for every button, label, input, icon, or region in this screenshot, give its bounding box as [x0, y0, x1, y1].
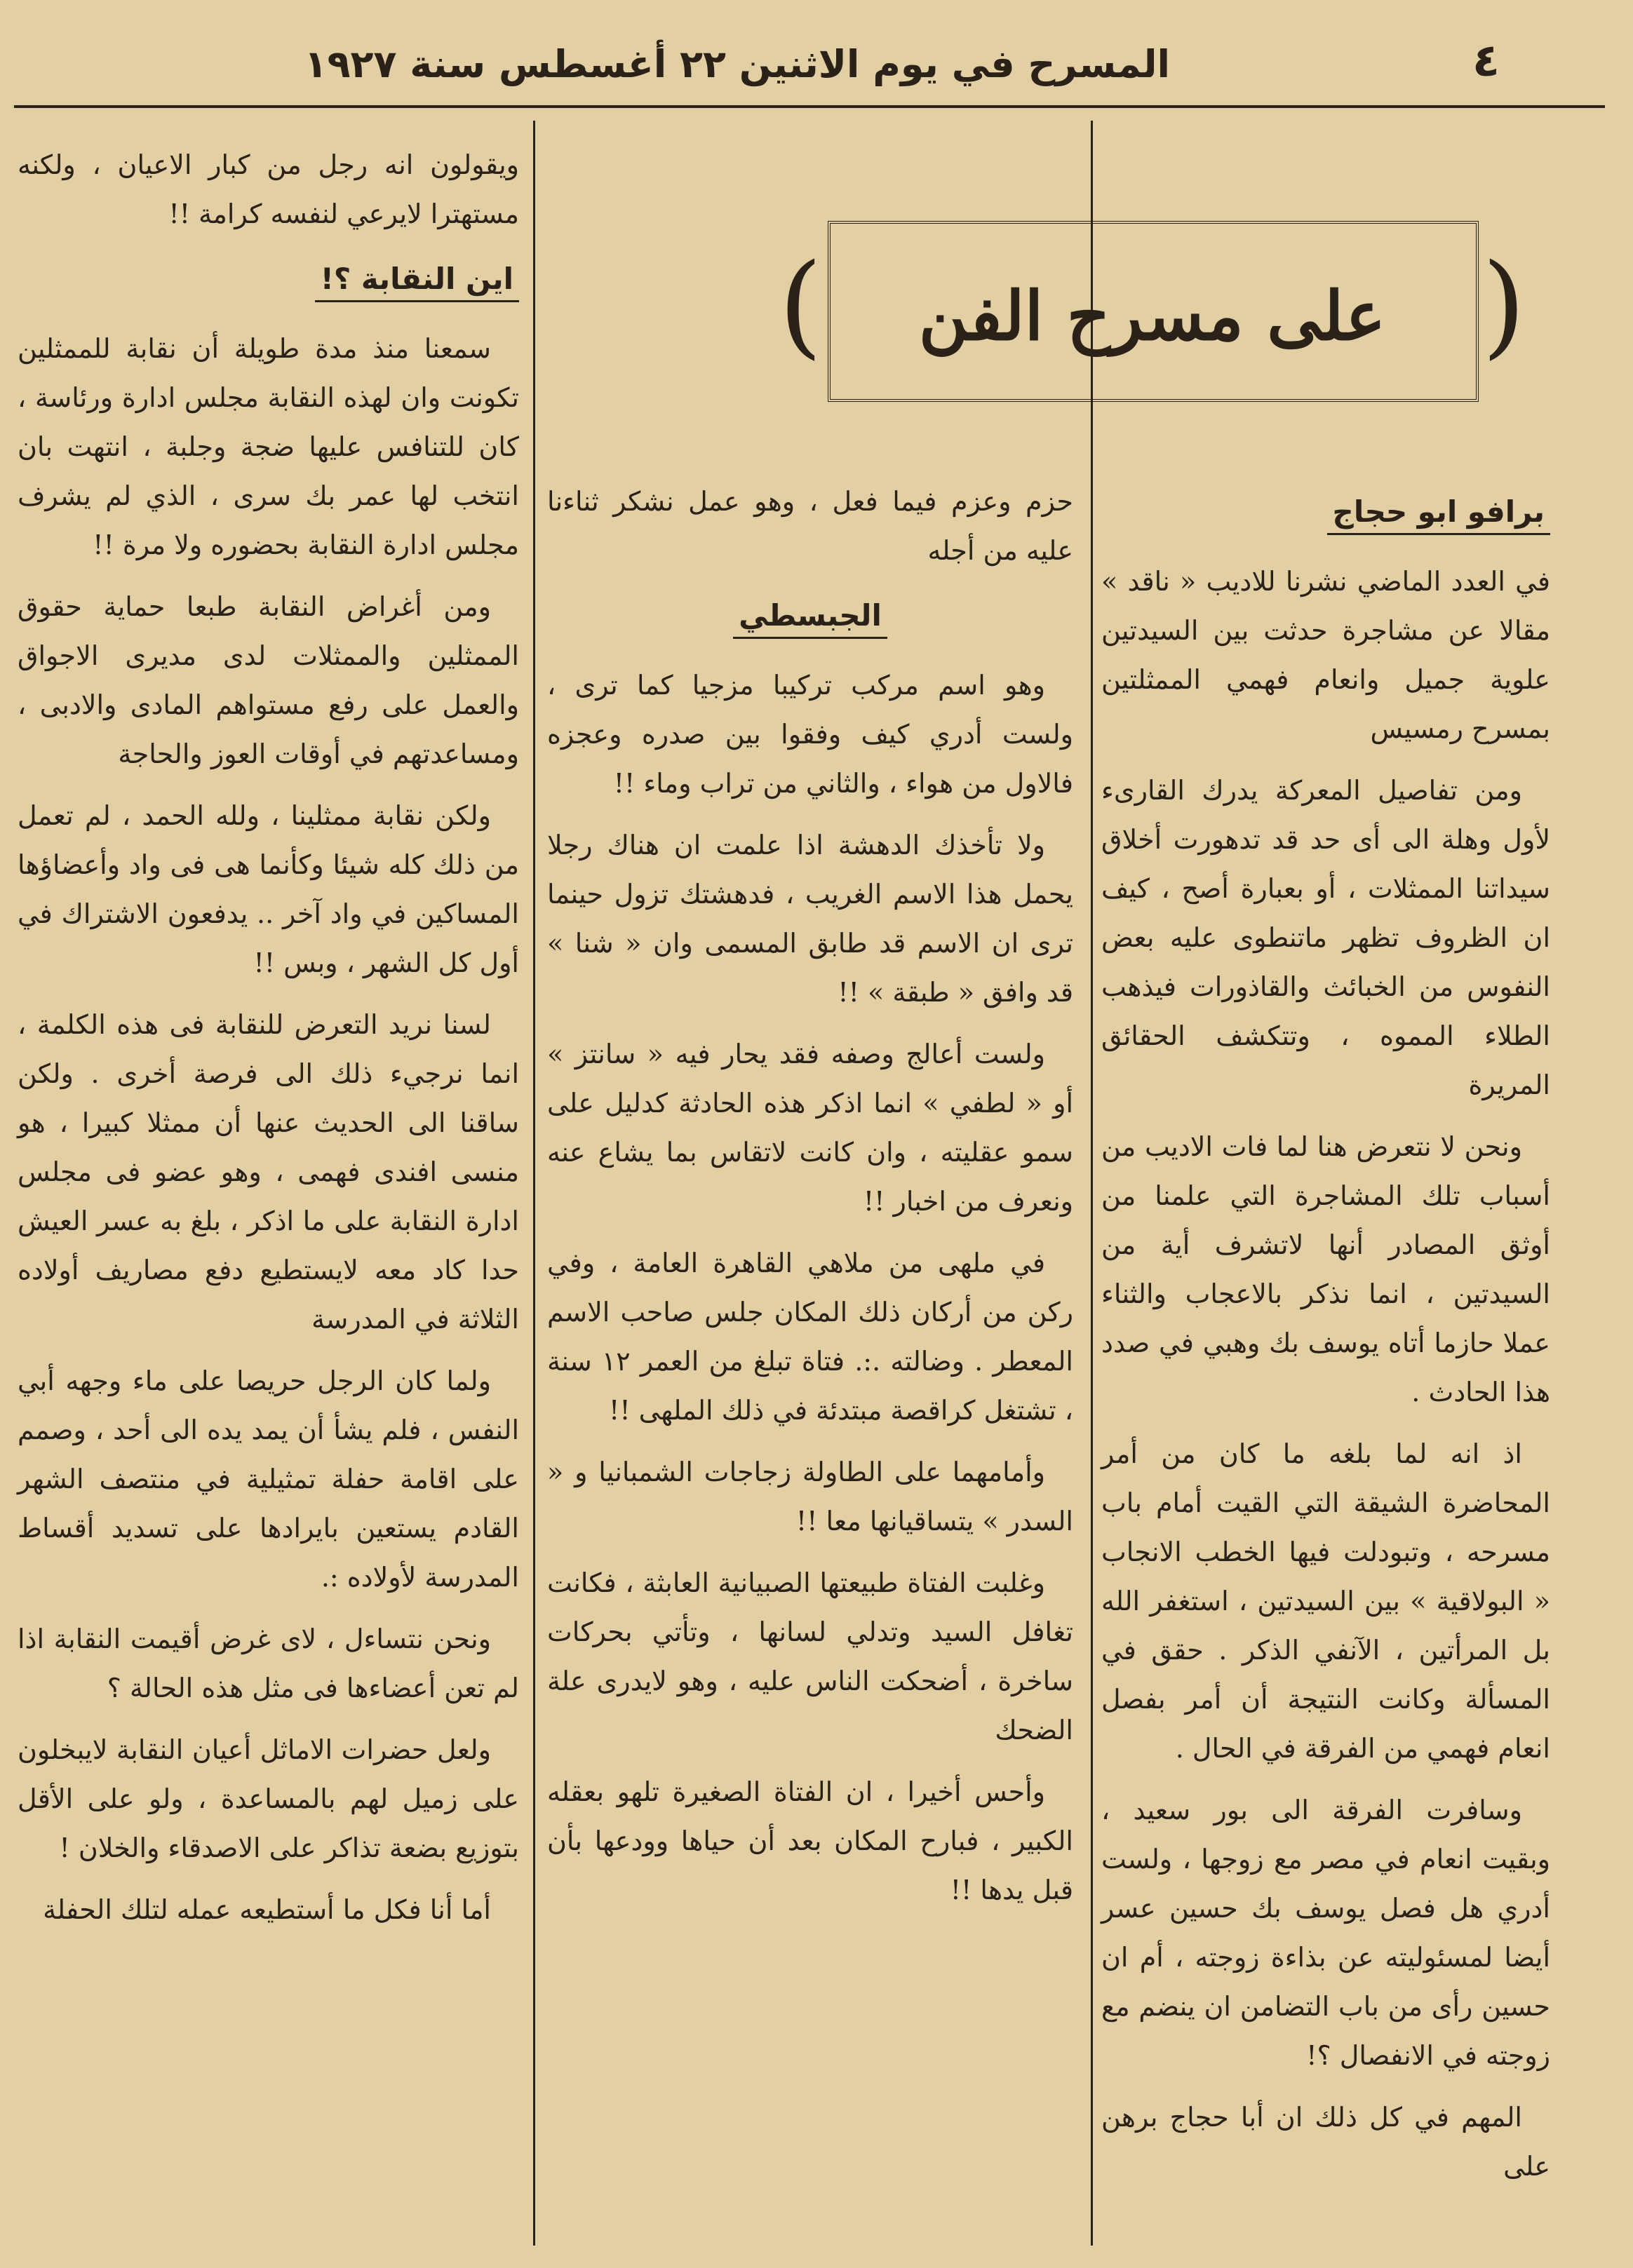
masthead-rule — [14, 105, 1605, 108]
article-paragraph: وأحس أخيرا ، ان الفتاة الصغيرة تلهو بعقله الكبير ، فبارح المكان بعد أن حياها وودعها بأن قبل يدها !! — [547, 1776, 1073, 1905]
article-paragraph: وغلبت الفتاة طبيعتها الصبيانية العابثة ، فكانت تغافل السيد وتدلي لسانها ، وتأتي بحركات ساخرة ، أضحكت الناس عليه ، وهو لايدرى علة الضحك — [547, 1567, 1073, 1746]
article-paragraph: وهو اسم مركب تركيبا مزجيا كما ترى ، ولست أدري كيف وفقوا بين صدره وعجزه فالاول من هواء ، والثاني من تراب وماء !! — [547, 670, 1073, 799]
article-paragraph: ونحن نتساءل ، لاى غرض أقيمت النقابة اذا لم تعن أعضاءها فى مثل هذه الحالة ؟ — [18, 1624, 519, 1703]
article-paragraph: ولعل حضرات الاماثل أعيان النقابة لايبخلون على زميل لهم بالمساعدة ، ولو على الأقل بتوزيع بضعة تذاكر على الاصدقاء والخلان ! — [18, 1734, 519, 1863]
column-left — [18, 140, 519, 1947]
article-paragraph: ويقولون انه رجل من كبار الاعيان ، ولكنه مستهترا لايرعي لنفسه كرامة !! — [18, 149, 519, 229]
masthead — [14, 28, 1605, 105]
article-paragraph: ولست أعالج وصفه فقد يحار فيه « سانتز » أو « لطفي » انما اذكر هذه الحادثة كدليل على سمو عقليته ، وان كانت لاتقاس بما يشاع عنه ونعرف من اخبار !! — [547, 1039, 1073, 1217]
column-left-heading-text: اين النقابة ؟! — [315, 262, 519, 302]
column-right-heading-text: برافو ابو حجاج — [1327, 494, 1550, 535]
article-paragraph: وأمامهما على الطاولة زجاجات الشمبانيا و « السدر » يتساقيانها معا !! — [547, 1457, 1073, 1537]
article-paragraph: ونحن لا نتعرض هنا لما فات الاديب من أسباب تلك المشاجرة التي علمنا من أوثق المصادر أنها لاتشرف أية من السيدتين ، انما نذكر بالاعجاب والثناء عملا حازما أتاه يوسف بك وهبي في صدد هذا الحادث . — [1101, 1131, 1550, 1408]
section-banner — [779, 207, 1526, 424]
article-paragraph: ولما كان الرجل حريصا على ماء وجهه أبي النفس ، فلم يشأ أن يمد يده الى أحد ، وصمم على اقامة حفلة تمثيلية في منتصف الشهر القادم يستعين بايرادها على تسديد أقساط المدرسة لأولاده :. — [18, 1365, 519, 1593]
article-paragraph: لسنا نريد التعرض للنقابة فى هذه الكلمة ، انما نرجيء ذلك الى فرصة أخرى . ولكن ساقنا الى الحديث عنها أن ممثلا كبيرا ، هو منسى افندى فهمى ، وهو عضو فى مجلس ادارة النقابة على ما اذكر ، بلغ به عسر العيش حدا كاد معه لايستطيع دفع مصاريف أولاده الثلاثة في المدرسة — [18, 1009, 519, 1335]
column-middle-heading — [547, 588, 1073, 644]
article-paragraph: ولا تأخذك الدهشة اذا علمت ان هناك رجلا يحمل هذا الاسم الغريب ، فدهشتك تزول حينما ترى ان الاسم قد طابق المسمى وان « شنا » قد وافق « طبقة » !! — [547, 830, 1073, 1008]
article-paragraph: في ملهى من ملاهي القاهرة العامة ، وفي ركن من أركان ذلك المكان جلس صاحب الاسم المعطر . وضالته .:. فتاة تبلغ من العمر ١٢ سنة ، تشتغل كراقصة مبتدئة في ذلك الملهى !! — [547, 1248, 1073, 1426]
column-left-heading — [18, 251, 519, 307]
column-right — [1101, 477, 1550, 2203]
column-middle — [547, 477, 1073, 1927]
column-right-heading — [1101, 484, 1550, 540]
column-rule-left — [533, 121, 535, 2246]
page-number: ٤ — [1472, 35, 1500, 87]
banner-title: على مسرح الفن — [918, 276, 1386, 356]
article-paragraph: أما أنا فكل ما أستطيعه عمله لتلك الحفلة — [43, 1894, 491, 1925]
article-paragraph: ومن تفاصيل المعركة يدرك القارىء لأول وهلة الى أى حد قد تدهورت أخلاق سيداتنا الممثلات ، أو بعبارة أصح ، كيف ان الظروف تظهر ماتنطوى عليه بعض النفوس من الخبائث والقاذورات فيذهب الطلاء المموه ، وتتكشف الحقائق المريرة — [1101, 775, 1550, 1100]
article-paragraph: اذ انه لما بلغه ما كان من أمر المحاضرة الشيقة التي القيت أمام باب مسرحه ، وتبودلت فيها الخطب الانجاب « البولاقية » بين السيدتين ، استغفر الله بل المرأتين ، الآنفي الذكر . حقق في المسألة وكانت النتيجة أن أمر بفصل انعام فهمي من الفرقة في الحال . — [1101, 1438, 1550, 1764]
article-paragraph: في العدد الماضي نشرنا للاديب « ناقد » مقالا عن مشاجرة حدثت بين السيدتين علوية جميل وانعام فهمي الممثلتين بمسرح رمسيس — [1101, 566, 1550, 744]
running-head: المسرح في يوم الاثنين ٢٢ أغسطس سنة ١٩٢٧ — [304, 42, 1170, 86]
article-paragraph: المهم في كل ذلك ان أبا حجاج برهن على — [1101, 2102, 1550, 2182]
column-rule-right — [1091, 121, 1093, 2246]
banner-paren-right: ) — [1481, 239, 1526, 370]
article-paragraph: حزم وعزم فيما فعل ، وهو عمل نشكر ثناءنا عليه من أجله — [547, 486, 1073, 566]
article-paragraph: ولكن نقابة ممثلينا ، ولله الحمد ، لم تعمل من ذلك كله شيئا وكأنما هى فى واد وأعضاؤها المساكين في واد آخر .. يدفعون الاشتراك في أول كل الشهر ، وبس !! — [18, 800, 519, 978]
article-paragraph: وسافرت الفرقة الى بور سعيد ، وبقيت انعام في مصر مع زوجها ، ولست أدري هل فصل يوسف بك حسين عسر أيضا لمسئوليته عن بذاءة زوجته ، أم ان حسين رأى من باب التضامن ان ينضم مع زوجته في الانفصال ؟! — [1101, 1795, 1550, 2071]
article-paragraph: سمعنا منذ مدة طويلة أن نقابة للممثلين تكونت وان لهذه النقابة مجلس ادارة ورئاسة ، كان للتنافس عليها ضجة وجلبة ، انتهت بان انتخب لها عمر بك سرى ، الذي لم يشرف مجلس ادارة النقابة بحضوره ولا مرة !! — [18, 333, 519, 560]
article-paragraph: ومن أغراض النقابة طبعا حماية حقوق الممثلين والممثلات لدى مديرى الاجواق والعمل على رفع مستواهم المادى والادبى ، ومساعدتهم في أوقات العوز والحاجة — [18, 591, 519, 769]
banner-paren-left: ( — [779, 239, 823, 370]
column-middle-heading-text: الجبسطي — [733, 598, 887, 639]
